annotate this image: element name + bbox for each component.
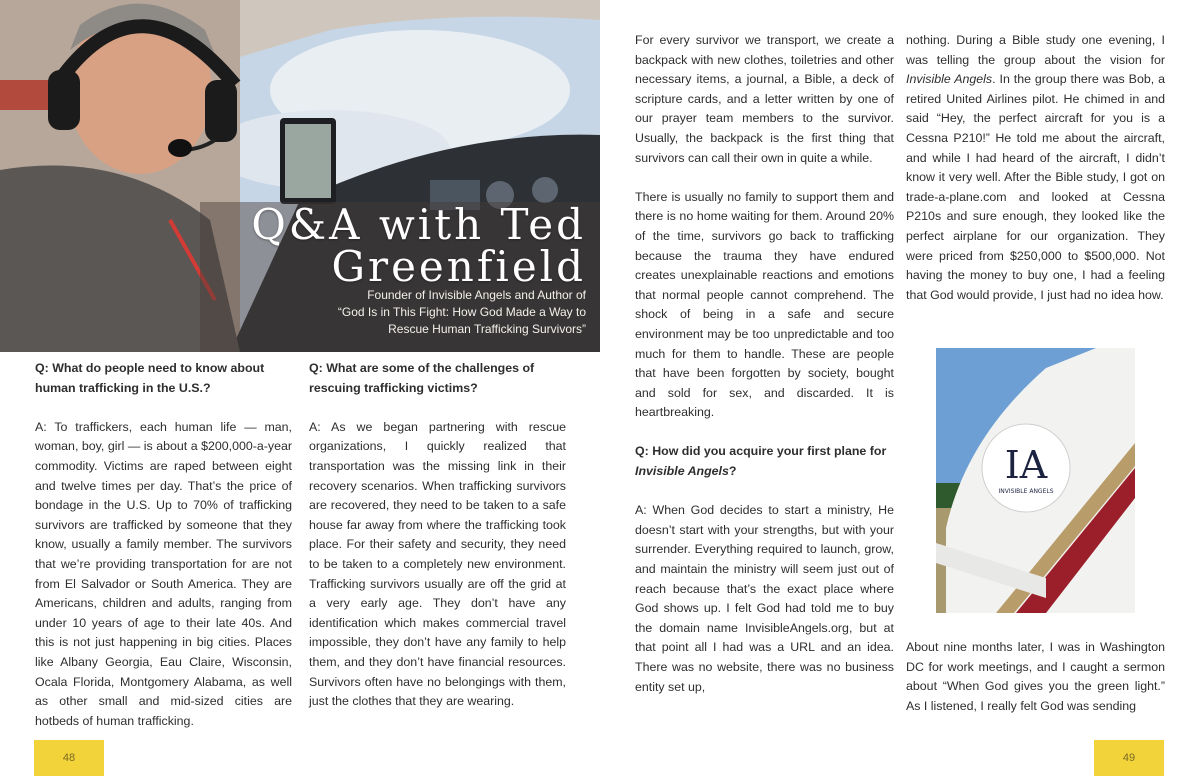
washington-paragraph: About nine months later, I was in Washington DC for work meetings, and I caught a sermon about “When God gives you the green light.” As I listened, I really felt God was sending xyxy=(906,640,1165,713)
backpack-paragraph: For every survivor we transport, we create a backpack with new clothes, toiletries and other necessary items, a journal, a Bible, a deck of scripture cards, and a letter written by one of our prayer team members to the survivor. Usually, the backpack is the first thing that survivors can call their own in quite a while. xyxy=(635,33,894,165)
title-line-1: Q&A with Ted xyxy=(251,200,586,249)
bible-study-italic: Invisible Angels xyxy=(906,72,993,87)
answer-first-plane: A: When God decides to start a ministry, He doesn’t start with your strengths, but with your surrender. Everything required to launch, grow, and maintain the ministry will seem just out of reach because that’s the exact place where God shows up. I felt God had told me to buy the domain name InvisibleAngels.org, but at that point all I had was a URL and an idea. There was no website, there was no business entity set up, xyxy=(635,503,894,694)
right-column-2-bottom xyxy=(906,638,1165,736)
hero-photo xyxy=(0,0,600,352)
logo-letters: IA xyxy=(1004,443,1048,487)
subtitle-line-3: Rescue Human Trafficking Survivors” xyxy=(388,322,586,336)
answer-trafficking-facts: A: To traffickers, each human life — man, woman, boy, girl — is about a $200,000-a-year commodity. Victims are raped between eight and twelve times per day. That’s the price of bondage in the U.S. Up to 70% of trafficking survivors are trafficked by someone that they know, usually a family member. The survivors that we’re providing transportation for are not from El Salvador or South America. They are Americans, children and adults, ranging from under 10 years of age to their late 40s. And this is not just happening in big cities. Places like Albany Georgia, Eau Claire, Wisconsin, Ocala Florida, Montgomery Alabama, as well as other small and mid-sized cities are hotbeds of human trafficking. xyxy=(35,419,292,728)
title-line-2: Greenfield xyxy=(331,242,586,291)
question-first-plane xyxy=(635,442,894,481)
article-subtitle xyxy=(326,287,586,338)
left-column-2 xyxy=(309,359,566,731)
page-number-left: 48 xyxy=(34,740,104,776)
article-title xyxy=(196,200,586,291)
plane-tail-photo xyxy=(936,348,1135,613)
question-first-plane-italic: Invisible Angels xyxy=(635,464,729,479)
question-first-plane-prefix: Q: How did you acquire your first plane for xyxy=(635,444,887,459)
logo-caption: INVISIBLE ANGELS xyxy=(998,488,1054,495)
subtitle-line-1: Founder of Invisible Angels and Author of xyxy=(367,288,586,302)
right-column-2 xyxy=(906,31,1165,325)
answer-rescue-challenges: A: As we began partnering with rescue organizations, I quickly realized that transportation was the missing link in their recovery scenarios. When trafficking survivors are recovered, they need to be taken to a safe house far away from where the trafficking took place. For their safety and security, they need to be taken to a completely new environment. Trafficking survivors usually are off the grid at a very early age. They don’t have any identification which makes commercial travel impossible, they don’t have any family to help them, and they don’t have financial resources. Survivors often have no belongings with them, just the clothes that they are wearing. xyxy=(309,419,566,709)
page-number-right: 49 xyxy=(1094,740,1164,776)
question-first-plane-suffix: ? xyxy=(728,464,737,479)
bible-study-end: . In the group there was Bob, a retired United Airlines pilot. He chimed in and said “Hey, the perfect aircraft for you is a Cessna P210!” He told me about the aircraft, and while I had heard of the aircraft, I didn’t know it very well. After the Bible study, I got on trade-a-plane.com and looked at Cessna P210s and sure enough, they looked like the perfect airplane for our organization. They were priced from $250,000 to $500,000. Not having the money to buy one, I had a feeling that God would provide, I just had no idea how. xyxy=(906,72,1165,302)
right-page xyxy=(600,0,1200,776)
bible-study-paragraph xyxy=(906,31,1165,305)
question-trafficking-facts: Q: What do people need to know about human trafficking in the U.S.? xyxy=(35,361,265,395)
question-rescue-challenges: Q: What are some of the challenges of rescuing trafficking victims? xyxy=(309,361,535,395)
subtitle-line-2: “God Is in This Fight: How God Made a Way to xyxy=(337,305,586,319)
left-column-1 xyxy=(35,359,292,751)
right-column-1 xyxy=(635,31,894,717)
no-family-paragraph: There is usually no family to support them and there is no home waiting for them. Around 20% of the time, survivors go back to trafficking because the trauma they have endured creates unexplainable reactions and emotions that normal people cannot comprehend. The shock of being in a safe and secure environment may be too unpredictable and too much for them to handle. These are people that have been forgotten by society, bought and sold for sex, and discarded. It is heartbreaking. xyxy=(635,189,894,420)
plane-tail-illustration xyxy=(936,348,1135,613)
bible-study-start: nothing. During a Bible study one evening, I was telling the group about the vision for xyxy=(906,33,1165,67)
